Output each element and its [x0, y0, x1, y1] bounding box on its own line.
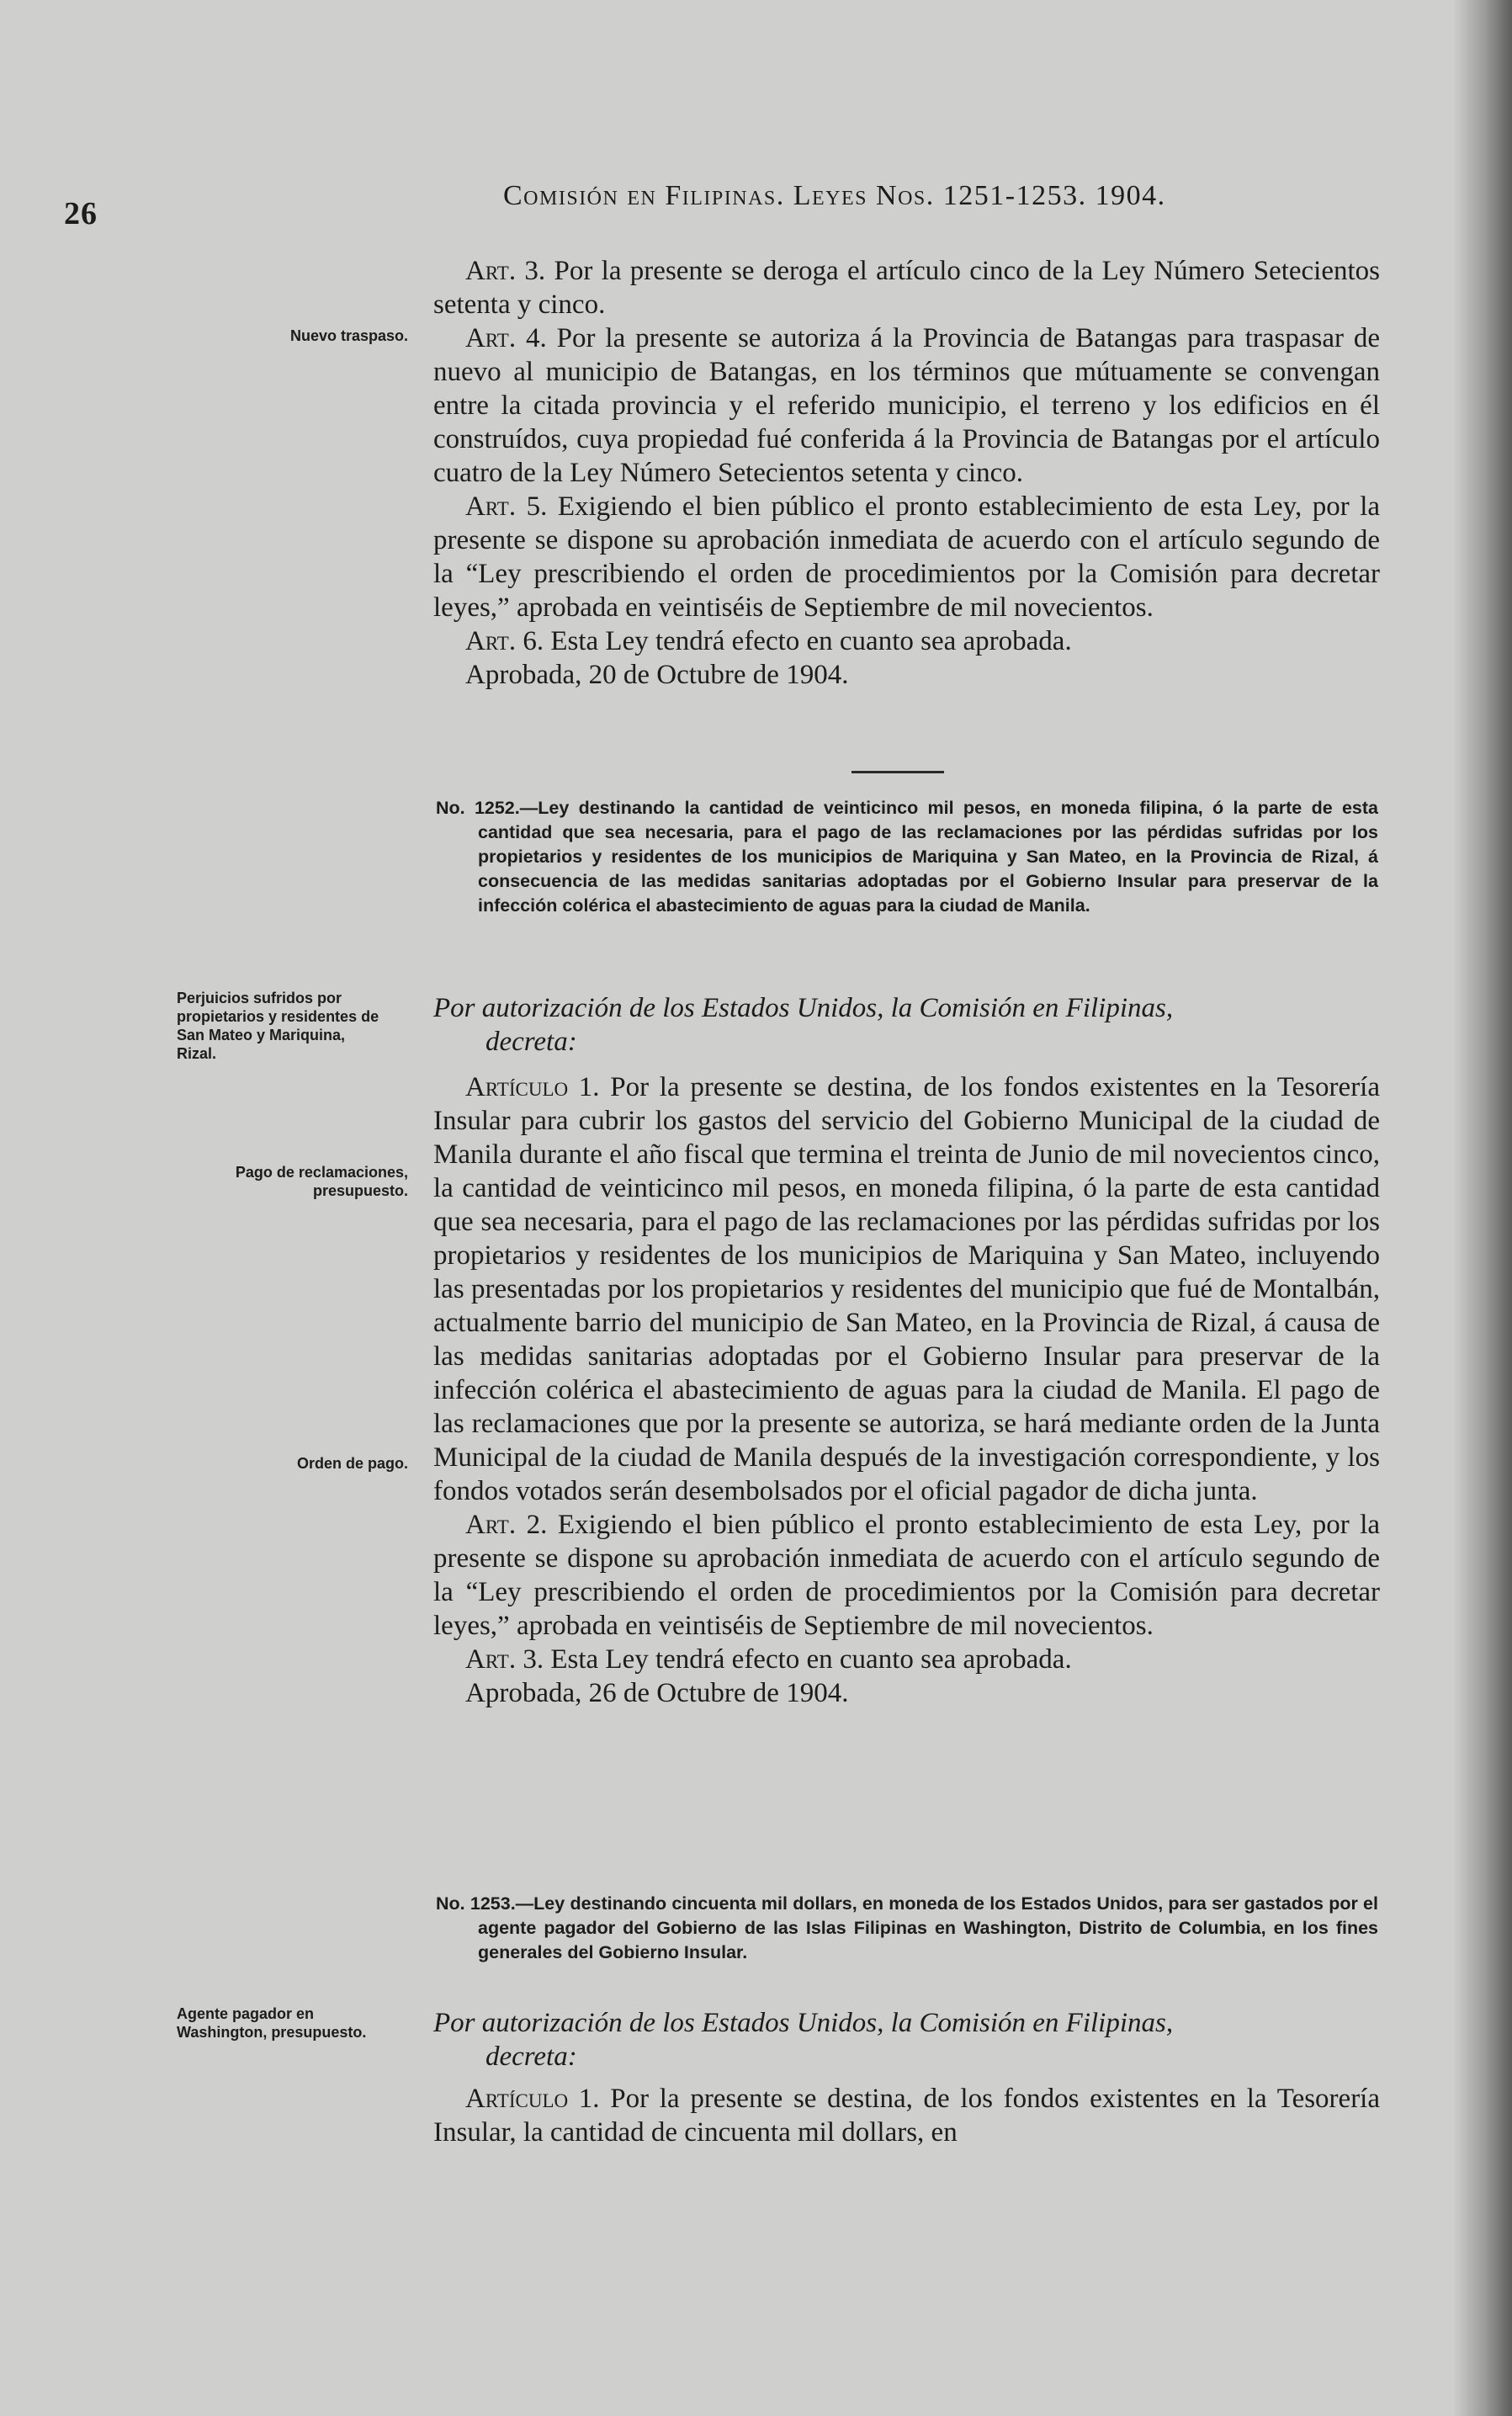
page-number: 26	[64, 196, 98, 231]
law-1251-art-4: Art. 4. Por la presente se autoriza á la Provincia de Batangas para traspasar de nuevo al municipio de Batangas, en los términos que mútuamente se convengan entre la citada provincia y el referido municipio, el terreno y los edificios en él construídos, cuya propiedad fué conferida á la Provincia de Batangas por el artículo cuatro de la Ley Número Setecientos setenta y cinco.	[433, 323, 1381, 488]
page-edge-shadow	[1453, 0, 1512, 2416]
law-1252-approved: Aprobada, 26 de Octubre de 1904.	[465, 1678, 849, 1708]
law-1251-art-3: Art. 3. Por la presente se deroga el artículo cinco de la Ley Número Setecientos setenta y cinco.	[433, 256, 1380, 320]
margin-note-agente-pagador: Agente pagador en Washington, presupuesto.	[177, 2005, 367, 2041]
law-1253-articles	[433, 2082, 1380, 2149]
law-1252-articles	[433, 1070, 1380, 1710]
law-1252-art-2: Art. 2. Exigiendo el bien público el pronto establecimiento de esta Ley, por la presente se dispone su aprobación inmediata de acuerdo con el artículo segundo de la “Ley prescribiendo el orden de procedimientos por la Comisión para decretar leyes,” aprobada en veintiséis de Septiembre de mil novecientos.	[433, 1510, 1381, 1641]
law-1253-art-1: Artículo 1. Por la presente se destina, de los fondos existentes en la Tesorería Insular, la cantidad de cincuenta mil dollars, en	[433, 2084, 1381, 2148]
law-1252-art-3: Art. 3. Esta Ley tendrá efecto en cuanto sea aprobada.	[465, 1644, 1072, 1675]
law-1252-art-1: Artículo 1. Por la presente se destina, de los fondos existentes en la Tesorería Insular para cubrir los gastos del servicio del Gobierno Municipal de la ciudad de Manila durante el año fiscal que termina el treinta de Junio de mil novecientos cinco, la cantidad de veinticinco mil pesos, en moneda filipina, ó la parte de esta cantidad que sea necesaria, para el pago de las reclamaciones por las pérdidas sufridas por los propietarios y residentes de los municipios de Mariquina y San Mateo, incluyendo las presentadas por los propietarios y residentes del municipio que fué de Montalbán, actualmente barrio del municipio de San Mateo, en la Provincia de Rizal, á causa de las medidas sanitarias adoptadas por el Gobierno Insular para preservar de la infección colérica el abastecimiento de aguas para la ciudad de Manila. El pago de las reclamaciones que por la presente se autoriza, se hará mediante orden de la Junta Municipal de la ciudad de Manila después de la investigación correspondiente, y los fondos votados serán desembolsados por el oficial pagador de dicha junta.	[433, 1072, 1381, 1506]
margin-note-nuevo-traspaso: Nuevo traspaso.	[289, 327, 408, 344]
law-1251-art-5: Art. 5. Exigiendo el bien público el pronto establecimiento de esta Ley, por la presente se dispone su aprobación inmediata de acuerdo con el artículo segundo de la “Ley prescribiendo el orden de procedimientos por la Comisión para decretar leyes,” aprobada en veintiséis de Septiembre de mil novecientos.	[433, 491, 1381, 623]
law-1252-enacting-clause: Por autorización de los Estados Unidos, la Comisión en Filipinas, decreta:	[433, 993, 1174, 1057]
law-1253-enacting-clause: Por autorización de los Estados Unidos, la Comisión en Filipinas, decreta:	[433, 2008, 1174, 2072]
section-divider	[851, 771, 944, 773]
law-1251-approved: Aprobada, 20 de Octubre de 1904.	[465, 660, 849, 690]
margin-note-perjuicios: Perjuicios sufridos por propietarios y residentes de San Mateo y Mariquina, Rizal.	[177, 990, 379, 1062]
law-1253-heading: No. 1253.—Ley destinando cincuenta mil dollars, en moneda de los Estados Unidos, para ser gastados por el agente pagador del Gobierno de las Islas Filipinas en Washington, Distrito de Columbia, en los fines generales del Gobierno Insular.	[436, 1893, 1378, 1962]
law-1252-heading: No. 1252.—Ley destinando la cantidad de veinticinco mil pesos, en moneda filipina, ó la parte de esta cantidad que sea necesaria, para el pago de las reclamaciones por las pérdidas sufridas por los propietarios y residentes de los municipios de Mariquina y San Mateo, en la Provincia de Rizal, á consecuencia de las medidas sanitarias adoptadas por el Gobierno Insular para preservar de la infección colérica el abastecimiento de aguas para la ciudad de Manila.	[436, 798, 1378, 916]
running-head: Comisión en Filipinas. Leyes Nos. 1251-1253. 1904.	[503, 180, 1166, 211]
law-1251-articles	[433, 254, 1380, 692]
margin-note-orden-de-pago: Orden de pago.	[296, 1455, 408, 1472]
law-1251-art-6: Art. 6. Esta Ley tendrá efecto en cuanto sea aprobada.	[465, 626, 1072, 656]
margin-note-pago-reclamaciones: Pago de reclamaciones, presupuesto.	[235, 1164, 408, 1199]
